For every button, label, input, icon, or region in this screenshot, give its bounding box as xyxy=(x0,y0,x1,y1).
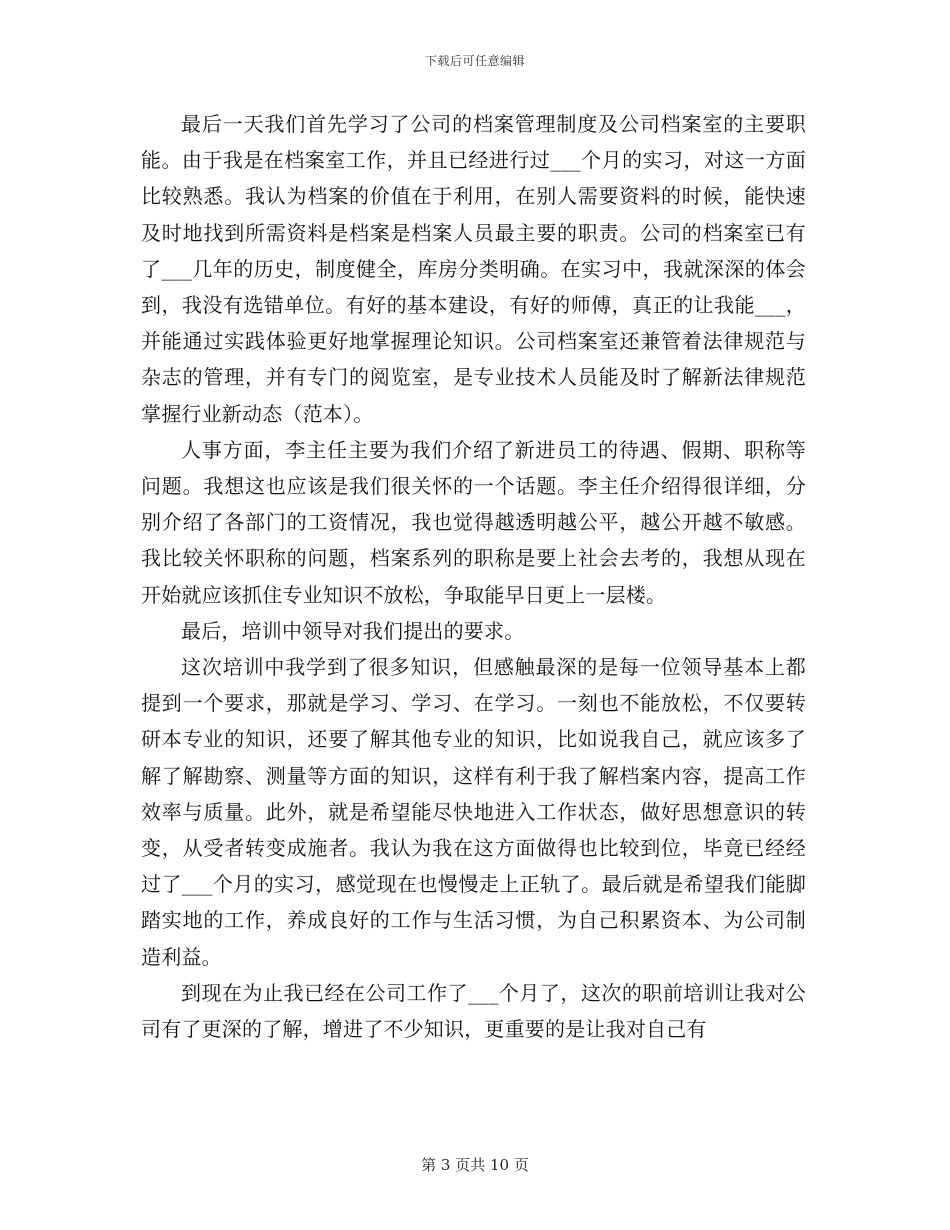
page-header: 下载后可任意编辑 xyxy=(424,54,525,68)
document-body xyxy=(141,106,806,1047)
paragraph-archives: 最后一天我们首先学习了公司的档案管理制度及公司档案室的主要职能。由于我是在档案室工作，并且已经进行过___个月的实习，对这一方面比较熟悉。我认为档案的价值在于利用，在别人需要资料的时候，能快速及时地找到所需资料是档案是档案人员最主要的职责。公司的档案室已有了___几年的历史，制度健全，库房分类明确。在实习中，我就深深的体会到，我没有选错单位。有好的基本建设，有好的师傅，真正的让我能___，并能通过实践体验更好地掌握理论知识。公司档案室还兼管着法律规范与杂志的管理，并有专门的阅览室，是专业技术人员能及时了解新法律规范掌握行业新动态（范本）。 xyxy=(141,112,806,426)
paragraph-personnel: 人事方面，李主任主要为我们介绍了新进员工的待遇、假期、职称等问题。我想这也应该是我们很关怀的一个话题。李主任介绍得很详细，分别介绍了各部门的工资情况，我也觉得越透明越公平，越公开越不敏感。我比较关怀职称的问题，档案系列的职称是要上社会去考的，我想从现在开始就应该抓住专业知识不放松，争取能早日更上一层楼。 xyxy=(141,437,806,607)
paragraph-learning: 这次培训中我学到了很多知识，但感触最深的是每一位领导基本上都提到一个要求，那就是学习、学习、在学习。一刻也不能放松，不仅要转研本专业的知识，还要了解其他专业的知识，比如说我自己，就应该多了解了解勘察、测量等方面的知识，这样有利于我了解档案内容，提高工作效率与质量。此外，就是希望能尽快地进入工作状态，做好思想意识的转变，从受者转变成施者。我认为我在这方面做得也比较到位，毕竟已经经过了___个月的实习，感觉现在也慢慢走上正轨了。最后就是希望我们能脚踏实地的工作，养成良好的工作与生活习惯，为自己积累资本、为公司制造利益。 xyxy=(141,655,806,969)
page-number-footer: 第 3 页共 10 页 xyxy=(421,1156,529,1174)
paragraph-requirements-intro: 最后，培训中领导对我们提出的要求。 xyxy=(181,618,525,643)
paragraph-conclusion: 到现在为止我已经在公司工作了___个月了，这次的职前培训让我对公司有了更深的了解，增进了不少知识，更重要的是让我对自己有 xyxy=(141,980,806,1042)
